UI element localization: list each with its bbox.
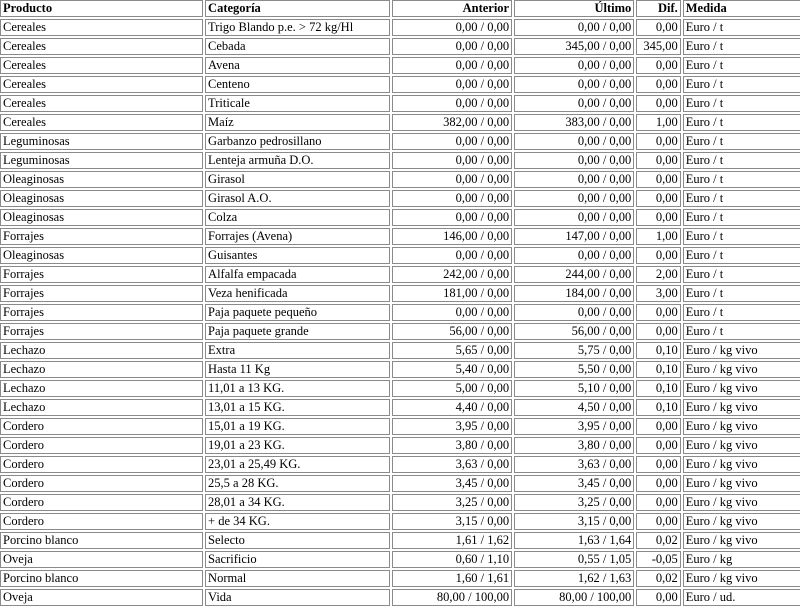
cell-dif: 0,00 [636,247,680,264]
cell-ultimo: 3,95 / 0,00 [514,418,634,435]
cell-anterior: 146,00 / 0,00 [392,228,512,245]
header-row [0,0,800,17]
cell-ultimo: 1,62 / 1,63 [514,570,634,587]
cell-producto: Cordero [0,437,203,454]
cell-anterior: 0,00 / 0,00 [392,190,512,207]
cell-dif: 0,00 [636,513,680,530]
cell-ultimo: 1,63 / 1,64 [514,532,634,549]
cell-ultimo: 0,00 / 0,00 [514,133,634,150]
cell-categoria: 15,01 a 19 KG. [205,418,390,435]
cell-ultimo: 4,50 / 0,00 [514,399,634,416]
table-row [0,38,800,55]
cell-producto: Porcino blanco [0,570,203,587]
cell-anterior: 0,00 / 0,00 [392,57,512,74]
cell-categoria: Lenteja armuña D.O. [205,152,390,169]
cell-producto: Oveja [0,551,203,568]
header-medida: Medida [683,0,800,17]
cell-medida: Euro / kg vivo [683,570,800,587]
header-producto: Producto [0,0,203,17]
cell-medida: Euro / t [683,38,800,55]
cell-categoria: Triticale [205,95,390,112]
cell-ultimo: 184,00 / 0,00 [514,285,634,302]
cell-medida: Euro / t [683,152,800,169]
cell-anterior: 242,00 / 0,00 [392,266,512,283]
cell-anterior: 3,15 / 0,00 [392,513,512,530]
cell-dif: 345,00 [636,38,680,55]
cell-anterior: 5,00 / 0,00 [392,380,512,397]
cell-ultimo: 0,00 / 0,00 [514,95,634,112]
cell-ultimo: 0,00 / 0,00 [514,190,634,207]
cell-producto: Oleaginosas [0,190,203,207]
cell-ultimo: 244,00 / 0,00 [514,266,634,283]
cell-categoria: 11,01 a 13 KG. [205,380,390,397]
cell-ultimo: 0,00 / 0,00 [514,57,634,74]
cell-categoria: 13,01 a 15 KG. [205,399,390,416]
cell-medida: Euro / t [683,209,800,226]
cell-dif: 0,00 [636,57,680,74]
cell-dif: 2,00 [636,266,680,283]
cell-categoria: + de 34 KG. [205,513,390,530]
cell-dif: 0,00 [636,304,680,321]
cell-ultimo: 3,25 / 0,00 [514,494,634,511]
cell-ultimo: 0,00 / 0,00 [514,304,634,321]
cell-medida: Euro / t [683,19,800,36]
cell-dif: 0,00 [636,152,680,169]
cell-categoria: Paja paquete grande [205,323,390,340]
table-row [0,76,800,93]
cell-ultimo: 0,00 / 0,00 [514,152,634,169]
cell-producto: Lechazo [0,380,203,397]
cell-categoria: Centeno [205,76,390,93]
table-body [0,19,800,606]
cell-dif: 0,00 [636,133,680,150]
table-row [0,513,800,530]
cell-producto: Oleaginosas [0,247,203,264]
cell-medida: Euro / t [683,247,800,264]
cell-anterior: 56,00 / 0,00 [392,323,512,340]
cell-anterior: 5,65 / 0,00 [392,342,512,359]
cell-producto: Forrajes [0,285,203,302]
cell-medida: Euro / kg vivo [683,437,800,454]
table-row [0,361,800,378]
cell-ultimo: 5,10 / 0,00 [514,380,634,397]
cell-anterior: 0,60 / 1,10 [392,551,512,568]
cell-medida: Euro / kg [683,551,800,568]
cell-medida: Euro / kg vivo [683,513,800,530]
cell-dif: 0,00 [636,209,680,226]
table-row [0,228,800,245]
cell-medida: Euro / t [683,285,800,302]
cell-anterior: 0,00 / 0,00 [392,152,512,169]
cell-medida: Euro / t [683,304,800,321]
cell-medida: Euro / t [683,190,800,207]
cell-producto: Cordero [0,494,203,511]
cell-producto: Lechazo [0,399,203,416]
cell-dif: 0,00 [636,589,680,606]
cell-categoria: Alfalfa empacada [205,266,390,283]
cell-categoria: Girasol A.O. [205,190,390,207]
cell-categoria: Veza henificada [205,285,390,302]
cell-categoria: Trigo Blando p.e. > 72 kg/Hl [205,19,390,36]
cell-anterior: 0,00 / 0,00 [392,38,512,55]
cell-producto: Cereales [0,19,203,36]
cell-dif: 0,00 [636,190,680,207]
cell-dif: 0,00 [636,494,680,511]
cell-categoria: 19,01 a 23 KG. [205,437,390,454]
cell-ultimo: 0,55 / 1,05 [514,551,634,568]
cell-medida: Euro / kg vivo [683,418,800,435]
cell-anterior: 181,00 / 0,00 [392,285,512,302]
table-row [0,418,800,435]
cell-producto: Porcino blanco [0,532,203,549]
cell-ultimo: 3,80 / 0,00 [514,437,634,454]
table-row [0,399,800,416]
cell-dif: 0,10 [636,399,680,416]
cell-ultimo: 0,00 / 0,00 [514,76,634,93]
header-anterior: Anterior [392,0,512,17]
cell-categoria: Colza [205,209,390,226]
cell-producto: Cereales [0,76,203,93]
cell-categoria: Avena [205,57,390,74]
cell-medida: Euro / kg vivo [683,342,800,359]
cell-categoria: Forrajes (Avena) [205,228,390,245]
cell-anterior: 0,00 / 0,00 [392,209,512,226]
header-ultimo: Último [514,0,634,17]
cell-anterior: 80,00 / 100,00 [392,589,512,606]
cell-producto: Cereales [0,38,203,55]
table-row [0,266,800,283]
table-row [0,285,800,302]
cell-producto: Cereales [0,95,203,112]
cell-anterior: 382,00 / 0,00 [392,114,512,131]
cell-dif: 0,10 [636,342,680,359]
cell-anterior: 1,60 / 1,61 [392,570,512,587]
table-row [0,209,800,226]
cell-ultimo: 56,00 / 0,00 [514,323,634,340]
cell-dif: 0,02 [636,570,680,587]
table-row [0,342,800,359]
table-row [0,152,800,169]
cell-anterior: 0,00 / 0,00 [392,171,512,188]
cell-ultimo: 147,00 / 0,00 [514,228,634,245]
table-row [0,475,800,492]
cell-dif: 0,00 [636,171,680,188]
cell-ultimo: 0,00 / 0,00 [514,247,634,264]
cell-medida: Euro / t [683,266,800,283]
cell-medida: Euro / kg vivo [683,399,800,416]
table-row [0,19,800,36]
cell-producto: Oveja [0,589,203,606]
cell-categoria: Normal [205,570,390,587]
cell-categoria: Sacrificio [205,551,390,568]
table-row [0,304,800,321]
cell-categoria: Hasta 11 Kg [205,361,390,378]
cell-producto: Oleaginosas [0,171,203,188]
cell-anterior: 3,80 / 0,00 [392,437,512,454]
cell-medida: Euro / t [683,133,800,150]
cell-ultimo: 80,00 / 100,00 [514,589,634,606]
table-row [0,532,800,549]
cell-dif: 0,00 [636,95,680,112]
cell-producto: Forrajes [0,323,203,340]
cell-dif: 0,00 [636,418,680,435]
cell-medida: Euro / kg vivo [683,532,800,549]
cell-dif: 3,00 [636,285,680,302]
cell-categoria: Selecto [205,532,390,549]
cell-dif: 0,00 [636,323,680,340]
cell-categoria: Maíz [205,114,390,131]
table-row [0,551,800,568]
cell-categoria: Vida [205,589,390,606]
header-dif: Dif. [636,0,680,17]
table-row [0,95,800,112]
cell-categoria: Girasol [205,171,390,188]
table-row [0,171,800,188]
cell-producto: Forrajes [0,228,203,245]
table-row [0,323,800,340]
cell-ultimo: 383,00 / 0,00 [514,114,634,131]
cell-medida: Euro / t [683,57,800,74]
table-row [0,456,800,473]
cell-dif: 0,00 [636,456,680,473]
cell-ultimo: 5,75 / 0,00 [514,342,634,359]
cell-producto: Cordero [0,456,203,473]
cell-medida: Euro / t [683,76,800,93]
cell-dif: 0,00 [636,475,680,492]
cell-medida: Euro / ud. [683,589,800,606]
cell-dif: -0,05 [636,551,680,568]
cell-anterior: 0,00 / 0,00 [392,304,512,321]
cell-categoria: Guisantes [205,247,390,264]
cell-dif: 0,00 [636,19,680,36]
table-row [0,57,800,74]
cell-medida: Euro / kg vivo [683,380,800,397]
cell-producto: Lechazo [0,342,203,359]
cell-dif: 0,00 [636,76,680,93]
cell-anterior: 0,00 / 0,00 [392,76,512,93]
cell-anterior: 4,40 / 0,00 [392,399,512,416]
table-row [0,133,800,150]
cell-medida: Euro / t [683,228,800,245]
cell-producto: Forrajes [0,266,203,283]
cell-producto: Forrajes [0,304,203,321]
cell-dif: 0,10 [636,361,680,378]
cell-categoria: Cebada [205,38,390,55]
cell-anterior: 0,00 / 0,00 [392,95,512,112]
cell-producto: Leguminosas [0,152,203,169]
cell-medida: Euro / t [683,171,800,188]
table-row [0,570,800,587]
cell-anterior: 0,00 / 0,00 [392,133,512,150]
cell-categoria: Garbanzo pedrosillano [205,133,390,150]
cell-anterior: 0,00 / 0,00 [392,19,512,36]
cell-medida: Euro / t [683,114,800,131]
cell-ultimo: 0,00 / 0,00 [514,171,634,188]
cell-ultimo: 3,45 / 0,00 [514,475,634,492]
cell-anterior: 1,61 / 1,62 [392,532,512,549]
cell-medida: Euro / kg vivo [683,475,800,492]
cell-medida: Euro / t [683,95,800,112]
cell-producto: Lechazo [0,361,203,378]
table-row [0,437,800,454]
cell-medida: Euro / kg vivo [683,494,800,511]
cell-anterior: 5,40 / 0,00 [392,361,512,378]
cell-dif: 1,00 [636,228,680,245]
cell-categoria: Extra [205,342,390,359]
cell-categoria: Paja paquete pequeño [205,304,390,321]
cell-categoria: 23,01 a 25,49 KG. [205,456,390,473]
cell-medida: Euro / kg vivo [683,361,800,378]
table-row [0,589,800,606]
cell-anterior: 3,45 / 0,00 [392,475,512,492]
cell-categoria: 28,01 a 34 KG. [205,494,390,511]
table-row [0,190,800,207]
cell-categoria: 25,5 a 28 KG. [205,475,390,492]
table-row [0,247,800,264]
cell-producto: Cordero [0,475,203,492]
cell-producto: Cereales [0,57,203,74]
cell-producto: Leguminosas [0,133,203,150]
cell-dif: 0,10 [636,380,680,397]
cell-producto: Cordero [0,418,203,435]
cell-producto: Cordero [0,513,203,530]
cell-anterior: 0,00 / 0,00 [392,247,512,264]
table-row [0,380,800,397]
cell-ultimo: 3,63 / 0,00 [514,456,634,473]
cell-producto: Oleaginosas [0,209,203,226]
table-row [0,494,800,511]
cell-anterior: 3,25 / 0,00 [392,494,512,511]
header-categoria: Categoría [205,0,390,17]
cell-anterior: 3,95 / 0,00 [392,418,512,435]
cell-dif: 1,00 [636,114,680,131]
table-row [0,114,800,131]
cell-ultimo: 0,00 / 0,00 [514,19,634,36]
cell-ultimo: 3,15 / 0,00 [514,513,634,530]
cell-dif: 0,02 [636,532,680,549]
cell-medida: Euro / t [683,323,800,340]
cell-ultimo: 345,00 / 0,00 [514,38,634,55]
cell-ultimo: 5,50 / 0,00 [514,361,634,378]
cell-ultimo: 0,00 / 0,00 [514,209,634,226]
cell-anterior: 3,63 / 0,00 [392,456,512,473]
cell-dif: 0,00 [636,437,680,454]
cell-producto: Cereales [0,114,203,131]
cell-medida: Euro / kg vivo [683,456,800,473]
